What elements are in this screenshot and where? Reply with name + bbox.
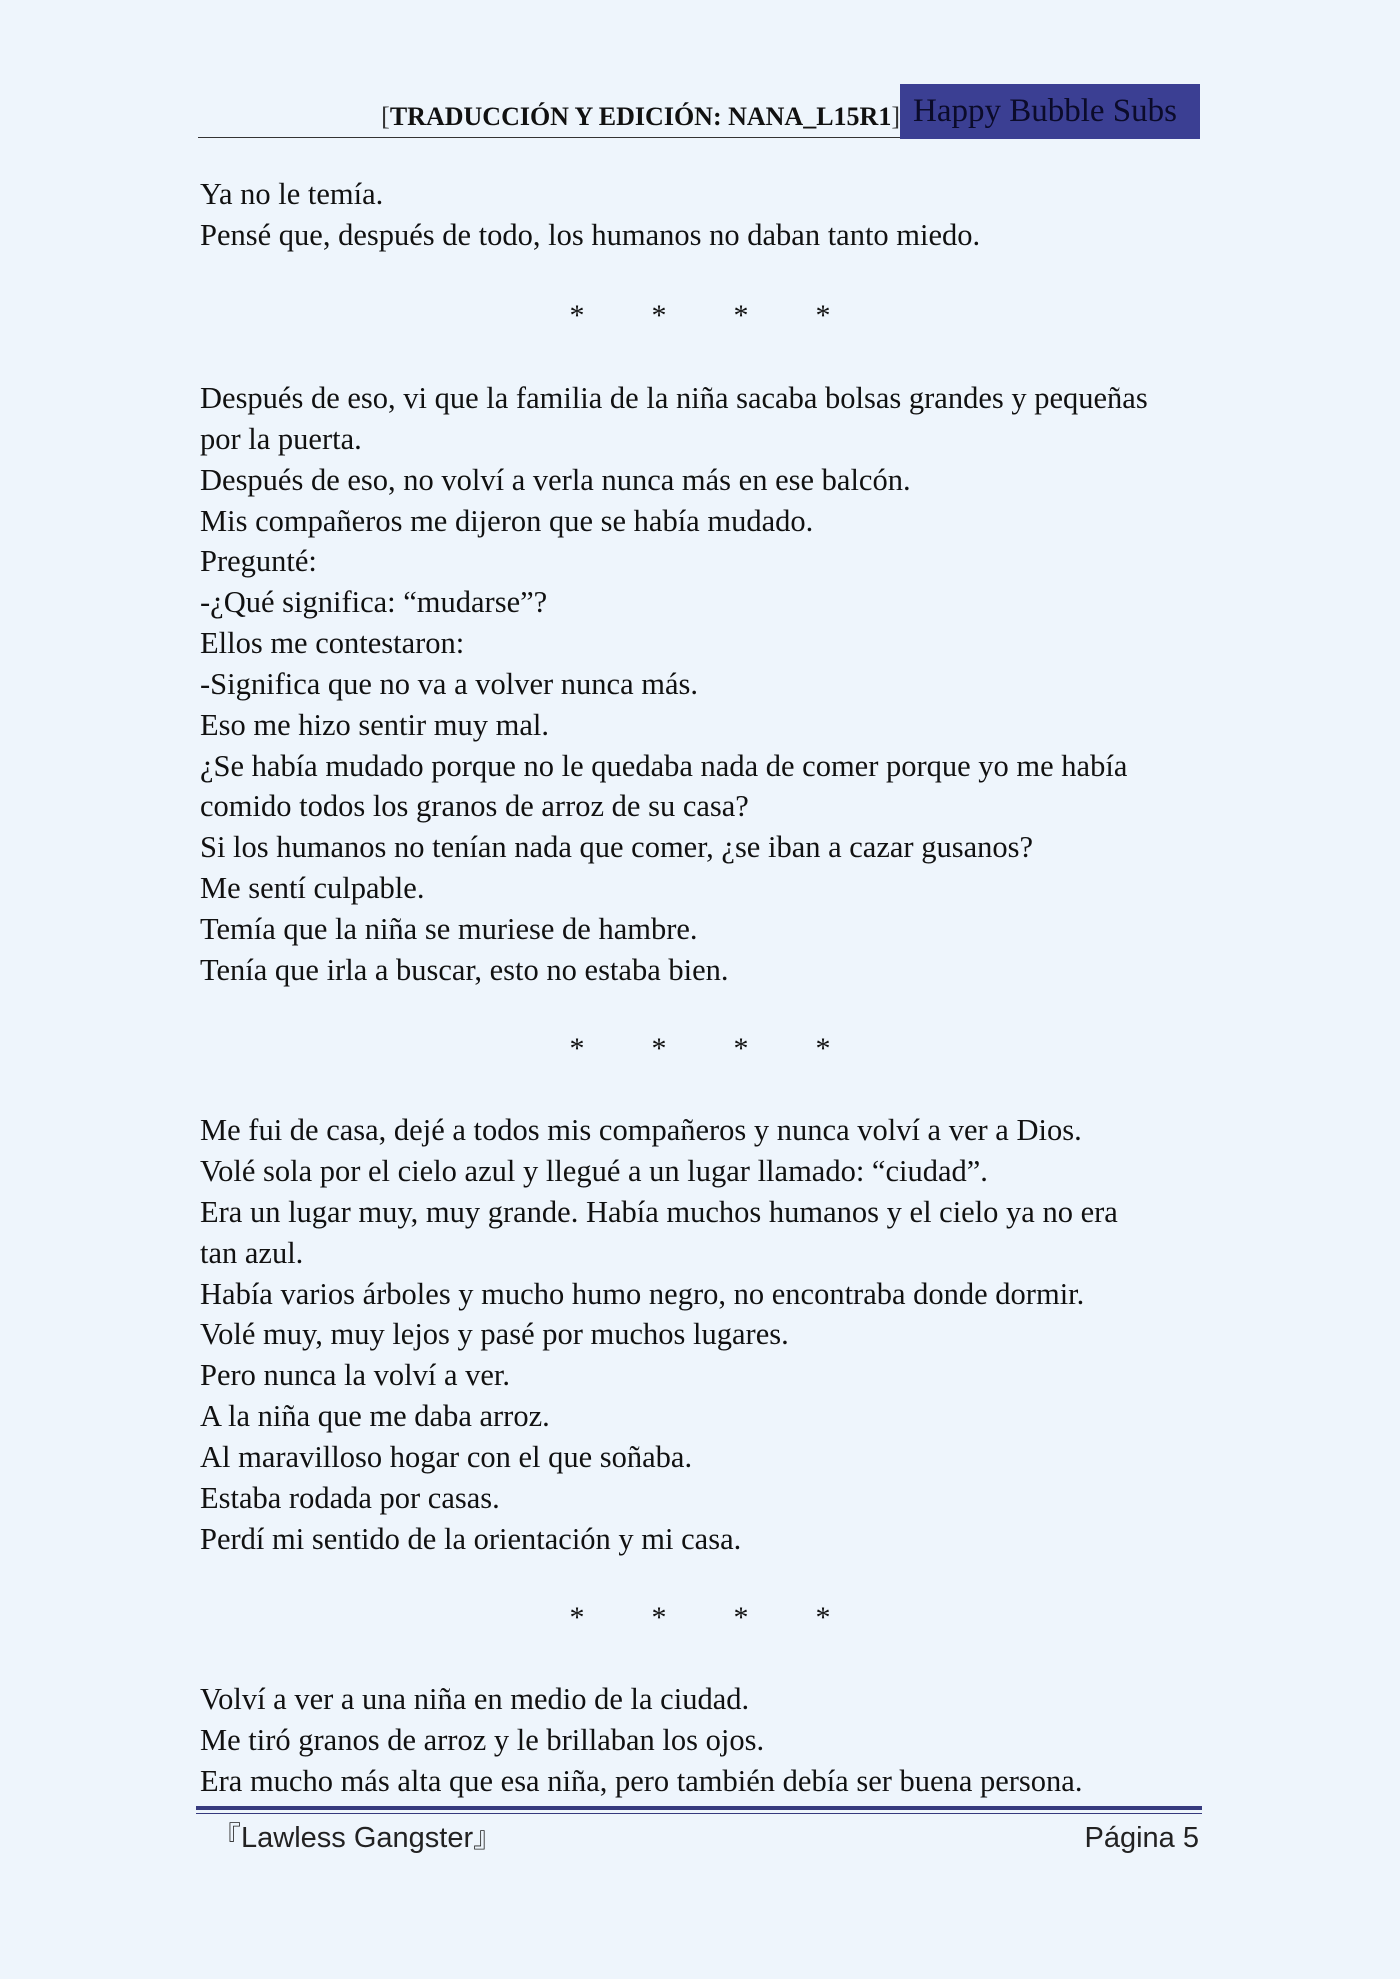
text-line: comido todos los granos de arroz de su casa? [200,789,749,823]
separator-star: * [815,1032,831,1065]
scene-separator [0,1597,1400,1638]
scene-separator [0,295,1400,336]
text-line: Eso me hizo sentir muy mal. [200,708,549,742]
text-line: tan azul. [200,1236,304,1270]
text-line: Me fui de casa, dejé a todos mis compañeros y nunca volví a ver a Dios. [200,1113,1082,1147]
text-line: por la puerta. [200,422,362,456]
text-line: Después de eso, vi que la familia de la niña sacaba bolsas grandes y pequeñas [200,381,1148,415]
credit-text: TRADUCCIÓN Y EDICIÓN: NANA_L15R1 [389,102,892,131]
page-number: Página 5 [1084,1822,1199,1854]
header-divider [198,137,900,138]
page-header [198,84,1200,138]
close-bracket: ] [891,102,900,131]
text-line: Pregunté: [200,544,317,578]
text-line: A la niña que me daba arroz. [200,1399,550,1433]
text-line: Había varios árboles y mucho humo negro, no encontraba donde dormir. [200,1277,1085,1311]
text-line: Pero nunca la volví a ver. [200,1358,510,1392]
text-line: Era un lugar muy, muy grande. Había muchos humanos y el cielo ya no era [200,1195,1118,1229]
separator-star: * [651,1032,667,1065]
text-line: -¿Qué significa: “mudarse”? [200,585,548,619]
scene-separator [0,1028,1400,1069]
footer-divider [196,1806,1202,1810]
text-line: Estaba rodada por casas. [200,1481,500,1515]
separator-star: * [569,1601,585,1634]
translation-credit [381,102,900,132]
open-bracket: [ [381,102,390,131]
text-line: -Significa que no va a volver nunca más. [200,667,699,701]
separator-star: * [733,299,749,332]
text-line: Perdí mi sentido de la orientación y mi casa. [200,1522,742,1556]
text-line: Me tiró granos de arroz y le brillaban los ojos. [200,1723,765,1757]
text-line: Ya no le temía. [200,177,384,211]
footer-divider-thin [196,1813,1202,1814]
separator-star: * [815,299,831,332]
separator-star: * [733,1601,749,1634]
text-line: Volví a ver a una niña en medio de la ciudad. [200,1682,750,1716]
separator-star: * [815,1601,831,1634]
book-title: 『Lawless Gangster』 [212,1822,503,1854]
text-line: Volé sola por el cielo azul y llegué a un lugar llamado: “ciudad”. [200,1154,988,1188]
separator-star: * [569,299,585,332]
text-line: Ellos me contestaron: [200,626,465,660]
text-line: ¿Se había mudado porque no le quedaba nada de comer porque yo me había [200,749,1128,783]
text-line: Me sentí culpable. [200,871,425,905]
separator-star: * [651,299,667,332]
separator-star: * [651,1601,667,1634]
text-line: Pensé que, después de todo, los humanos no daban tanto miedo. [200,218,981,252]
text-line: Después de eso, no volví a verla nunca más en ese balcón. [200,463,911,497]
text-line: Al maravilloso hogar con el que soñaba. [200,1440,693,1474]
text-line: Mis compañeros me dijeron que se había mudado. [200,504,814,538]
text-line: Volé muy, muy lejos y pasé por muchos lugares. [200,1317,789,1351]
separator-star: * [569,1032,585,1065]
group-name-box: Happy Bubble Subs [900,84,1200,139]
text-line: Tenía que irla a buscar, esto no estaba bien. [200,953,729,987]
text-line: Era mucho más alta que esa niña, pero también debía ser buena persona. [200,1764,1083,1798]
text-line: Si los humanos no tenían nada que comer, ¿se iban a cazar gusanos? [200,830,1034,864]
text-line: Temía que la niña se muriese de hambre. [200,912,698,946]
separator-star: * [733,1032,749,1065]
